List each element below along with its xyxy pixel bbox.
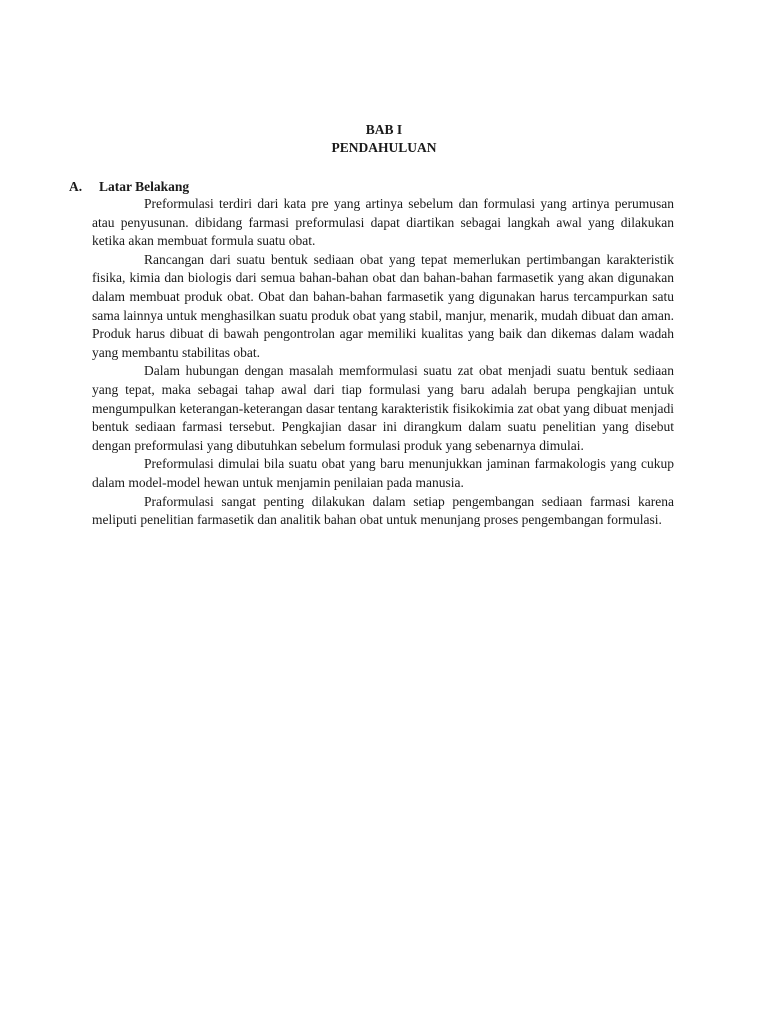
chapter-title: PENDAHULUAN	[331, 140, 437, 155]
paragraph: Rancangan dari suatu bentuk sediaan obat yang tepat memerlukan pertimbangan karakteristik fisika, kimia dan biologis dari semua bahan-bahan obat dan bahan-bahan farmasetik yang akan digunakan dalam membuat produk obat. Obat dan bahan-bahan farmasetik yang digunakan harus tercampurkan satu sama lainnya untuk menghasilkan suatu produk obat yang stabil, manjur, menarik, mudah dibuat dan aman. Produk harus dibuat di bawah pengontrolan agar memiliki kualitas yang baik dan dikemas dalam wadah yang membantu stabilitas obat.	[92, 251, 674, 360]
section-heading	[69, 179, 189, 195]
body-text	[92, 195, 674, 530]
section-title: Latar Belakang	[99, 179, 190, 194]
paragraph: Dalam hubungan dengan masalah memformulasi suatu zat obat menjadi suatu bentuk sediaan yang tepat, maka sebagai tahap awal dari tiap formulasi yang baru adalah berupa pengkajian untuk mengumpulkan keterangan-keterangan dasar tentang karakteristik fisikokimia zat obat yang dibuat menjadi bentuk sediaan farmasi tersebut. Pengkajian dasar ini dirangkum dalam suatu penelitian yang disebut dengan preformulasi yang dibutuhkan sebelum formulasi produk yang sebenarnya dimulai.	[92, 363, 674, 453]
paragraph: Praformulasi sangat penting dilakukan dalam setiap pengembangan sediaan farmasi karena meliputi penelitian farmasetik dan analitik bahan obat untuk menunjang proses pengembangan formulasi.	[92, 493, 674, 528]
chapter-number: BAB I	[365, 122, 403, 137]
paragraph: Preformulasi dimulai bila suatu obat yang baru menunjukkan jaminan farmakologis yang cukup dalam model-model hewan untuk menjamin penilaian pada manusia.	[92, 456, 674, 490]
paragraph: Preformulasi terdiri dari kata pre yang artinya sebelum dan formulasi yang artinya perumusan atau penyusunan. dibidang farmasi preformulasi dapat diartikan sebagai langkah awal yang dilakukan ketika akan membuat formula suatu obat.	[92, 196, 674, 249]
section-letter: A.	[69, 179, 83, 194]
